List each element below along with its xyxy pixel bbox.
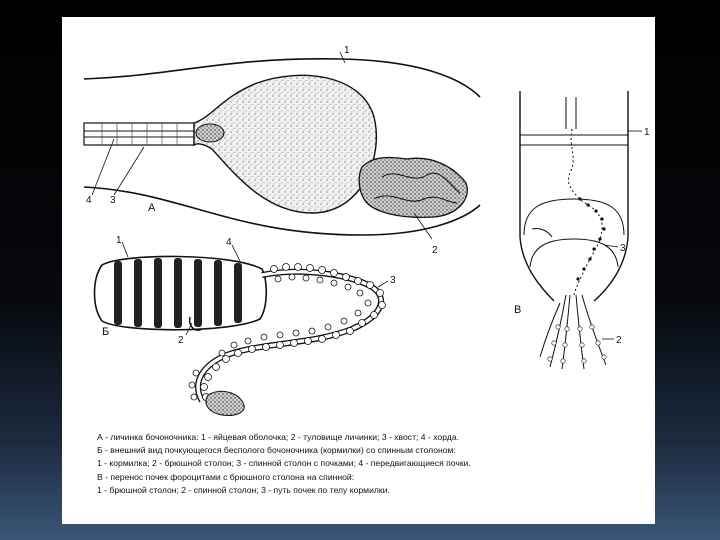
tendril-buds xyxy=(548,325,606,363)
muscle-band-v4 xyxy=(530,239,618,267)
caption-line-4: В - перенос почек фороцитами с брюшного столона на спинной: xyxy=(97,471,355,482)
panel-v-transfer xyxy=(514,91,650,369)
caption-line-3: 1 - кормилка; 2 - брюшной столон; 3 - спинной столон с почками; 4 - передвигающиеся почки. xyxy=(97,458,471,469)
stolon-tip-cluster xyxy=(206,391,244,415)
nurse-outline-v xyxy=(520,91,628,301)
pharynx-v xyxy=(566,97,576,129)
callout-a1: 1 xyxy=(344,45,350,56)
panel-label-a: А xyxy=(148,202,156,214)
panel-b-nurse xyxy=(95,235,397,416)
caption-line-1: А - личинка бочоночника: 1 - яйцевая оболочка; 2 - туловище личинки; 3 - хвост; 4 - хорда. xyxy=(97,432,459,442)
leader-b1 xyxy=(122,242,128,257)
leader-b3 xyxy=(378,281,388,287)
callout-b2: 2 xyxy=(178,335,184,346)
larva-body xyxy=(194,75,376,213)
callout-a4: 4 xyxy=(86,195,92,206)
inner-organ-v xyxy=(532,228,552,237)
callout-b1: 1 xyxy=(116,235,122,246)
panel-a-larva xyxy=(84,45,480,256)
larva-tail xyxy=(84,123,194,145)
callout-a3: 3 xyxy=(110,195,116,206)
leader-a3 xyxy=(114,147,144,195)
callout-v1: 1 xyxy=(644,127,650,138)
figure-caption xyxy=(97,431,647,497)
caption-line-2: Б - внешний вид почкующегося бесполого бочоночника (кормилки) со спинным столоном: xyxy=(97,445,456,456)
caption-line-5: 1 - брюшной столон; 2 - спинной столон; 3 - путь почек по телу кормилки. xyxy=(97,484,390,495)
panel-label-b: Б xyxy=(102,326,110,338)
callout-a2: 2 xyxy=(432,245,438,256)
callout-b4: 4 xyxy=(226,237,232,248)
slide-card xyxy=(62,17,655,524)
figure-illustration xyxy=(62,17,655,417)
panel-label-v: В xyxy=(514,304,522,316)
leader-b4 xyxy=(232,245,240,261)
callout-v2: 2 xyxy=(616,335,622,346)
larva-tail-end xyxy=(359,157,467,217)
larva-organ xyxy=(196,124,224,142)
callout-b3: 3 xyxy=(390,275,396,286)
callout-v3: 3 xyxy=(620,243,626,254)
leader-a4 xyxy=(92,139,114,195)
muscle-band-v3 xyxy=(524,199,624,235)
